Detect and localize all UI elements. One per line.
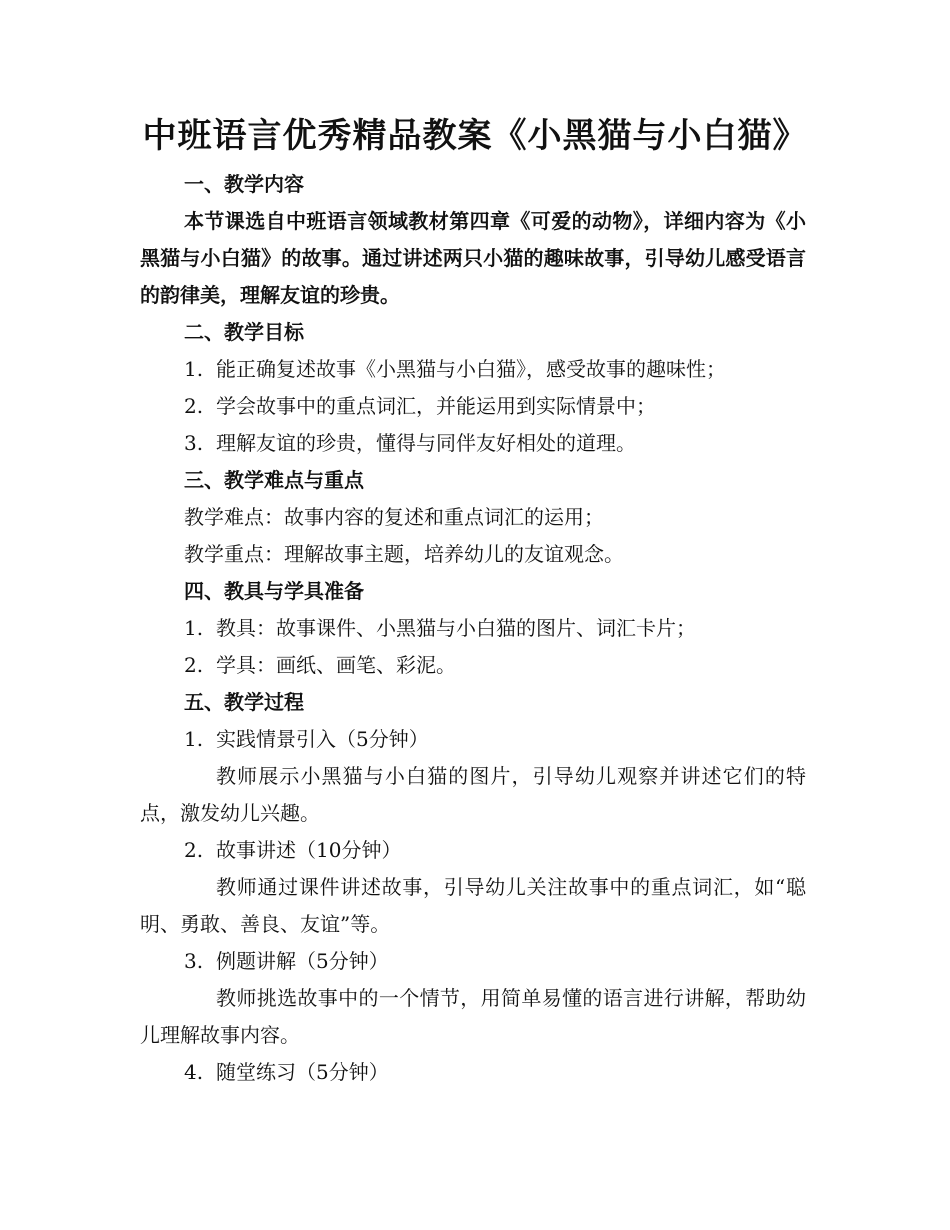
- list-item: [140, 425, 806, 462]
- step-heading: [140, 943, 806, 980]
- section-heading: 五、教学过程: [184, 690, 304, 714]
- list-number: 2.: [184, 653, 204, 677]
- step-paragraph: 教师通过课件讲述故事，引导幼儿关注故事中的重点词汇，如“聪明、勇敢、善良、友谊”等。: [140, 875, 806, 936]
- step-number: 3.: [184, 949, 204, 973]
- list-number: 2.: [184, 394, 204, 418]
- text-line: 教学重点：理解故事主题，培养幼儿的友谊观念。: [184, 542, 624, 566]
- step-title: 实践情景引入（5分钟）: [216, 727, 429, 751]
- section-heading: 二、教学目标: [184, 320, 304, 344]
- step-heading: [140, 1054, 806, 1091]
- list-item: [140, 388, 806, 425]
- step-title: 故事讲述（10分钟）: [216, 838, 402, 862]
- section-paragraph: 本节课选自中班语言领域教材第四章《可爱的动物》，详细内容为《小黑猫与小白猫》的故事。通过讲述两只小猫的趣味故事，引导幼儿感受语言的韵律美，理解友谊的珍贵。: [140, 209, 806, 307]
- section-heading: 四、教具与学具准备: [184, 579, 364, 603]
- step-number: 2.: [184, 838, 204, 862]
- list-text: 学具：画纸、画笔、彩泥。: [216, 653, 456, 677]
- section-heading: 三、教学难点与重点: [184, 468, 364, 492]
- list-text: 学会故事中的重点词汇，并能运用到实际情景中；: [216, 394, 656, 418]
- list-item: [140, 610, 806, 647]
- section-heading: 一、教学内容: [184, 172, 304, 196]
- step-paragraph: 教师挑选故事中的一个情节，用简单易懂的语言进行讲解，帮助幼儿理解故事内容。: [140, 986, 806, 1047]
- list-number: 1.: [184, 616, 204, 640]
- document-body: [140, 166, 806, 1091]
- list-text: 理解友谊的珍贵，懂得与同伴友好相处的道理。: [216, 431, 636, 455]
- step-number: 1.: [184, 727, 204, 751]
- list-number: 3.: [184, 431, 204, 455]
- list-item: [140, 351, 806, 388]
- step-number: 4.: [184, 1060, 204, 1084]
- step-paragraph: 教师展示小黑猫与小白猫的图片，引导幼儿观察并讲述它们的特点，激发幼儿兴趣。: [140, 764, 806, 825]
- list-text: 教具：故事课件、小黑猫与小白猫的图片、词汇卡片；: [216, 616, 696, 640]
- step-title: 随堂练习（5分钟）: [216, 1060, 389, 1084]
- step-heading: [140, 832, 806, 869]
- text-line: 教学难点：故事内容的复述和重点词汇的运用；: [184, 505, 604, 529]
- step-heading: [140, 721, 806, 758]
- document-title: 中班语言优秀精品教案《小黑猫与小白猫》: [142, 116, 808, 156]
- list-number: 1.: [184, 357, 204, 381]
- list-item: [140, 647, 806, 684]
- step-title: 例题讲解（5分钟）: [216, 949, 389, 973]
- list-text: 能正确复述故事《小黑猫与小白猫》，感受故事的趣味性；: [216, 357, 726, 381]
